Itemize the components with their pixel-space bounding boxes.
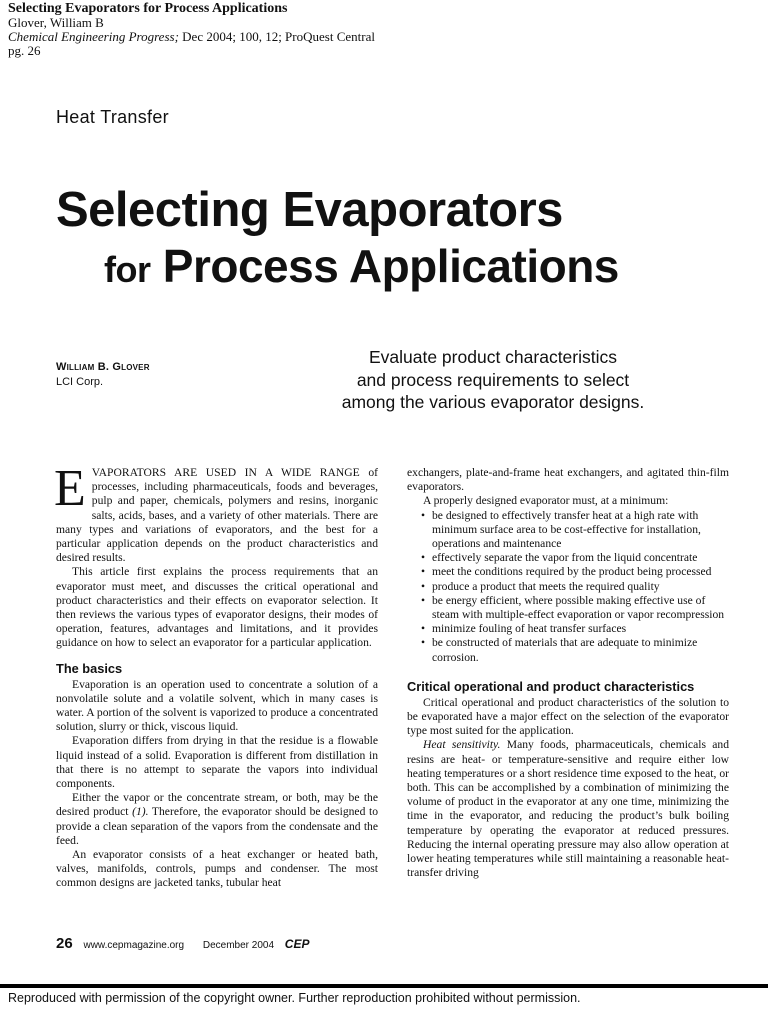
citation-block (8, 2, 375, 58)
basics-paragraph-3 (56, 791, 378, 848)
critical-paragraph-1: Critical operational and product characteristics of the solution to be evaporated have a major effect on the selection of the evaporator type most suited for the application. (407, 695, 729, 738)
intro-paragraph (54, 460, 378, 565)
body-column-right (407, 466, 729, 880)
citation-journal: Chemical Engineering Progress; (8, 29, 179, 44)
deck-line: and process requirements to select (356, 369, 630, 390)
list-item: • produce a product that meets the required quality (421, 580, 729, 594)
citation-issue: Dec 2004; 100, 12; ProQuest Central (178, 29, 375, 44)
deck-line: among the various evaporator designs. (341, 392, 645, 412)
intro-paragraph-2: This article first explains the process requirements that an evaporator must meet, and discusses the critical operational and product characteristics and their effects on evaporator selection. It then reviews the various types of evaporator designs, their modes of operation, features, advantages and limitations, and it provides guidance on how to select an evaporator for a particular application. (56, 565, 378, 650)
list-item: • effectively separate the vapor from the liquid concentrate (421, 551, 729, 565)
basics-heading: The basics (56, 660, 123, 676)
right-paragraph-1: exchangers, plate-and-frame heat exchangers, and agitated thin-film evaporators. (407, 466, 729, 494)
citation-title: Selecting Evaporators for Process Applications (8, 1, 288, 16)
divider (0, 984, 768, 988)
critical-heading: Critical operational and product characteristics (407, 678, 695, 694)
title-process-applications: Process Applications (150, 240, 619, 292)
heat-sensitivity-text: Many foods, pharmaceuticals, chemicals and resins are heat- or temperature-sensitive and require either low heating temperatures or a short residence time exposed to the heat, or both. This can be accomplished by a combination of minimizing the volume of product in the evaporator at any one time, minimizing the time in the evaporator, and reducing the product’s bulk boiling temperature by operating the evaporator at reduced pressures. Reducing the internal operating pressure may also allow operation at lower heating temperatures while still maintaining a reasonable heat-transfer driving (407, 738, 729, 880)
article-title-line1: Selecting Evaporators (56, 183, 563, 237)
author-name: William B. Glover (56, 361, 150, 373)
permission-notice: Reproduced with permission of the copyright owner. Further reproduction prohibited without permission. (8, 991, 581, 1005)
reference-1: (1). (132, 805, 149, 819)
heat-sensitivity-paragraph (407, 738, 729, 880)
author-affiliation: LCI Corp. (56, 376, 104, 388)
page-number: 26 (56, 935, 73, 952)
heat-sensitivity-label: Heat sensitivity. (423, 738, 501, 752)
intro-text: VAPORATORS ARE USED IN A WIDE RANGE of processes, including pharmaceuticals, foods and beverages, pulp and paper, chemicals, polymers and resins, inorganic salts, acids, bases, and a variety of other materials. There are many types and variations of evaporators, and the best for a particular application depends on the product characteristics and desired results. (56, 466, 378, 565)
body-column-left (54, 460, 378, 891)
article-title-line2 (104, 238, 619, 298)
footer-magazine: CEP (284, 937, 310, 951)
section-label: Heat Transfer (56, 107, 169, 127)
list-item: • be designed to effectively transfer heat at a high rate with minimum surface area to be cost-effective for installation, operations and maintenance (421, 509, 729, 552)
basics-paragraph-4: An evaporator consists of a heat exchanger or heated bath, valves, manifolds, controls, pumps and condenser. The most common designs are jacketed tanks, tubular heat (56, 848, 378, 890)
drop-cap: E (54, 460, 86, 517)
list-item: • be constructed of materials that are adequate to minimize corrosion. (421, 636, 729, 664)
citation-journal-line (8, 30, 375, 44)
footer-url: www.cepmagazine.org (83, 940, 185, 951)
basics-paragraph-1: Evaporation is an operation used to concentrate a solution of a nonvolatile solute and a volatile solvent, which in many cases is water. A portion of the solvent is vaporized to produce a concentrated solution, slurry or thick, viscous liquid. (56, 677, 378, 734)
list-item: • meet the conditions required by the product being processed (421, 565, 729, 579)
list-item: • be energy efficient, where possible making effective use of steam with multiple-effect evaporation or vapor recompression (421, 594, 729, 622)
basics-p3-text: Either the vapor or the concentrate stream, or both, may be the desired product (56, 791, 378, 819)
citation-page: pg. 26 (8, 43, 41, 58)
title-for: for (104, 249, 151, 290)
list-item: • minimize fouling of heat transfer surfaces (421, 622, 729, 636)
basics-p3-text-cont: Therefore, the evaporator should be designed to provide a clean separation of the vapors from the condensate and the feed. (56, 805, 378, 847)
deck-line: Evaluate product characteristics (368, 347, 618, 367)
basics-paragraph-2: Evaporation differs from drying in that the residue is a flowable liquid instead of a solid. Evaporation is different from distillation in that there is no attempt to separate the vapors into individual components. (56, 734, 378, 791)
requirements-list (421, 509, 729, 665)
citation-author: Glover, William B (8, 15, 104, 30)
footer-date: December 2004 (202, 940, 275, 951)
article-deck (310, 346, 676, 414)
page-footer (56, 935, 309, 952)
right-paragraph-2: A properly designed evaporator must, at a minimum: (423, 494, 669, 508)
